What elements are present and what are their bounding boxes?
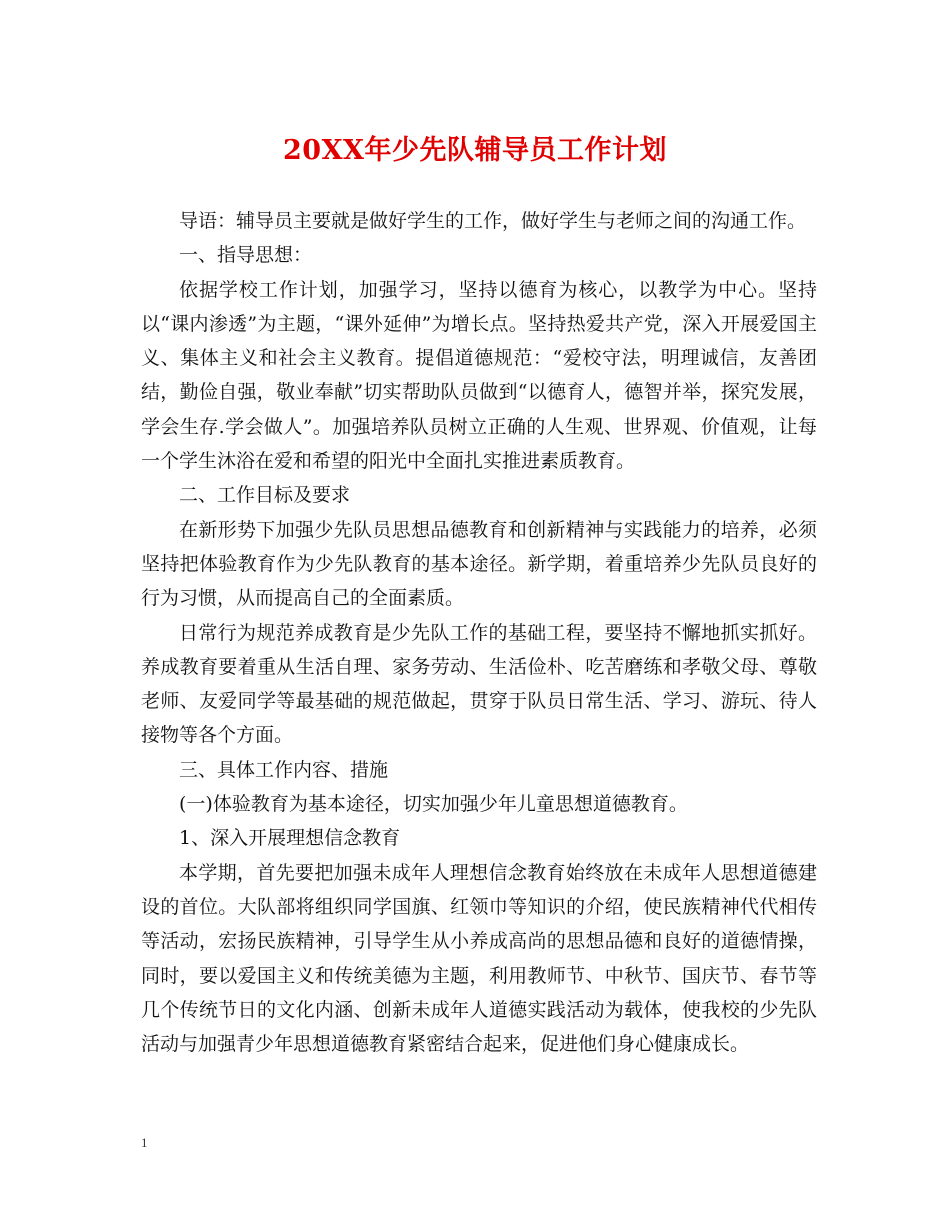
document-body [141,204,817,1061]
subheading-experience-education: (一)体验教育为基本途径，切实加强少年儿童思想道德教育。 [179,793,688,816]
heading-goals: 二、工作目标及要求 [179,484,351,507]
paragraph-guiding-thought: 依据学校工作计划，加强学习，坚持以德育为核心，以教学为中心。坚持以“课内渗透”为主题，“课外延伸”为增长点。坚持热爱共产党，深入开展爱国主义、集体主义和社会主义教育。提倡道德规范：“爱校守法，明理诚信，友善团结，勤俭自强，敬业奉献”切实帮助队员做到“以德育人，德智并举，探究发展，学会生存.学会做人”。加强培养队员树立正确的人生观、世界观、价值观，让每一个学生沐浴在爱和希望的阳光中全面扎实推进素质教育。 [141,278,817,473]
paragraph-habits: 日常行为规范养成教育是少先队工作的基础工程，要坚持不懈地抓实抓好。养成教育要着重从生活自理、家务劳动、生活俭朴、吃苦磨练和孝敬父母、尊敬老师、友爱同学等最基础的规范做起，贯穿于队员日常生活、学习、游玩、待人接物等各个方面。 [141,621,817,747]
paragraph-intro: 导语：辅导员主要就是做好学生的工作，做好学生与老师之间的沟通工作。 [179,210,807,232]
heading-guiding-thought: 一、指导思想： [179,244,313,267]
paragraph-goals: 在新形势下加强少先队员思想品德教育和创新精神与实践能力的培养，必须坚持把体验教育作为少先队教育的基本途径。新学期，着重培养少先队员良好的行为习惯，从而提高自己的全面素质。 [141,518,817,610]
subheading-ideals-education: 1、深入开展理想信念教育 [179,827,401,850]
heading-measures: 三、具体工作内容、措施 [179,758,389,781]
paragraph-ideals-education: 本学期，首先要把加强未成年人理想信念教育始终放在未成年人思想道德建设的首位。大队部将组织同学国旗、红领巾等知识的介绍，使民族精神代代相传等活动，宏扬民族精神，引导学生从小养成高尚的思想品德和良好的道德情操，同时，要以爱国主义和传统美德为主题，利用教师节、中秋节、国庆节、春节等几个传统节日的文化内涵、创新未成年人道德实践活动为载体，使我校的少先队活动与加强青少年思想道德教育紧密结合起来，促进他们身心健康成长。 [141,861,817,1056]
document-title: 20XX年少先队辅导员工作计划 [283,135,667,166]
page-number: 1 [141,1135,148,1150]
